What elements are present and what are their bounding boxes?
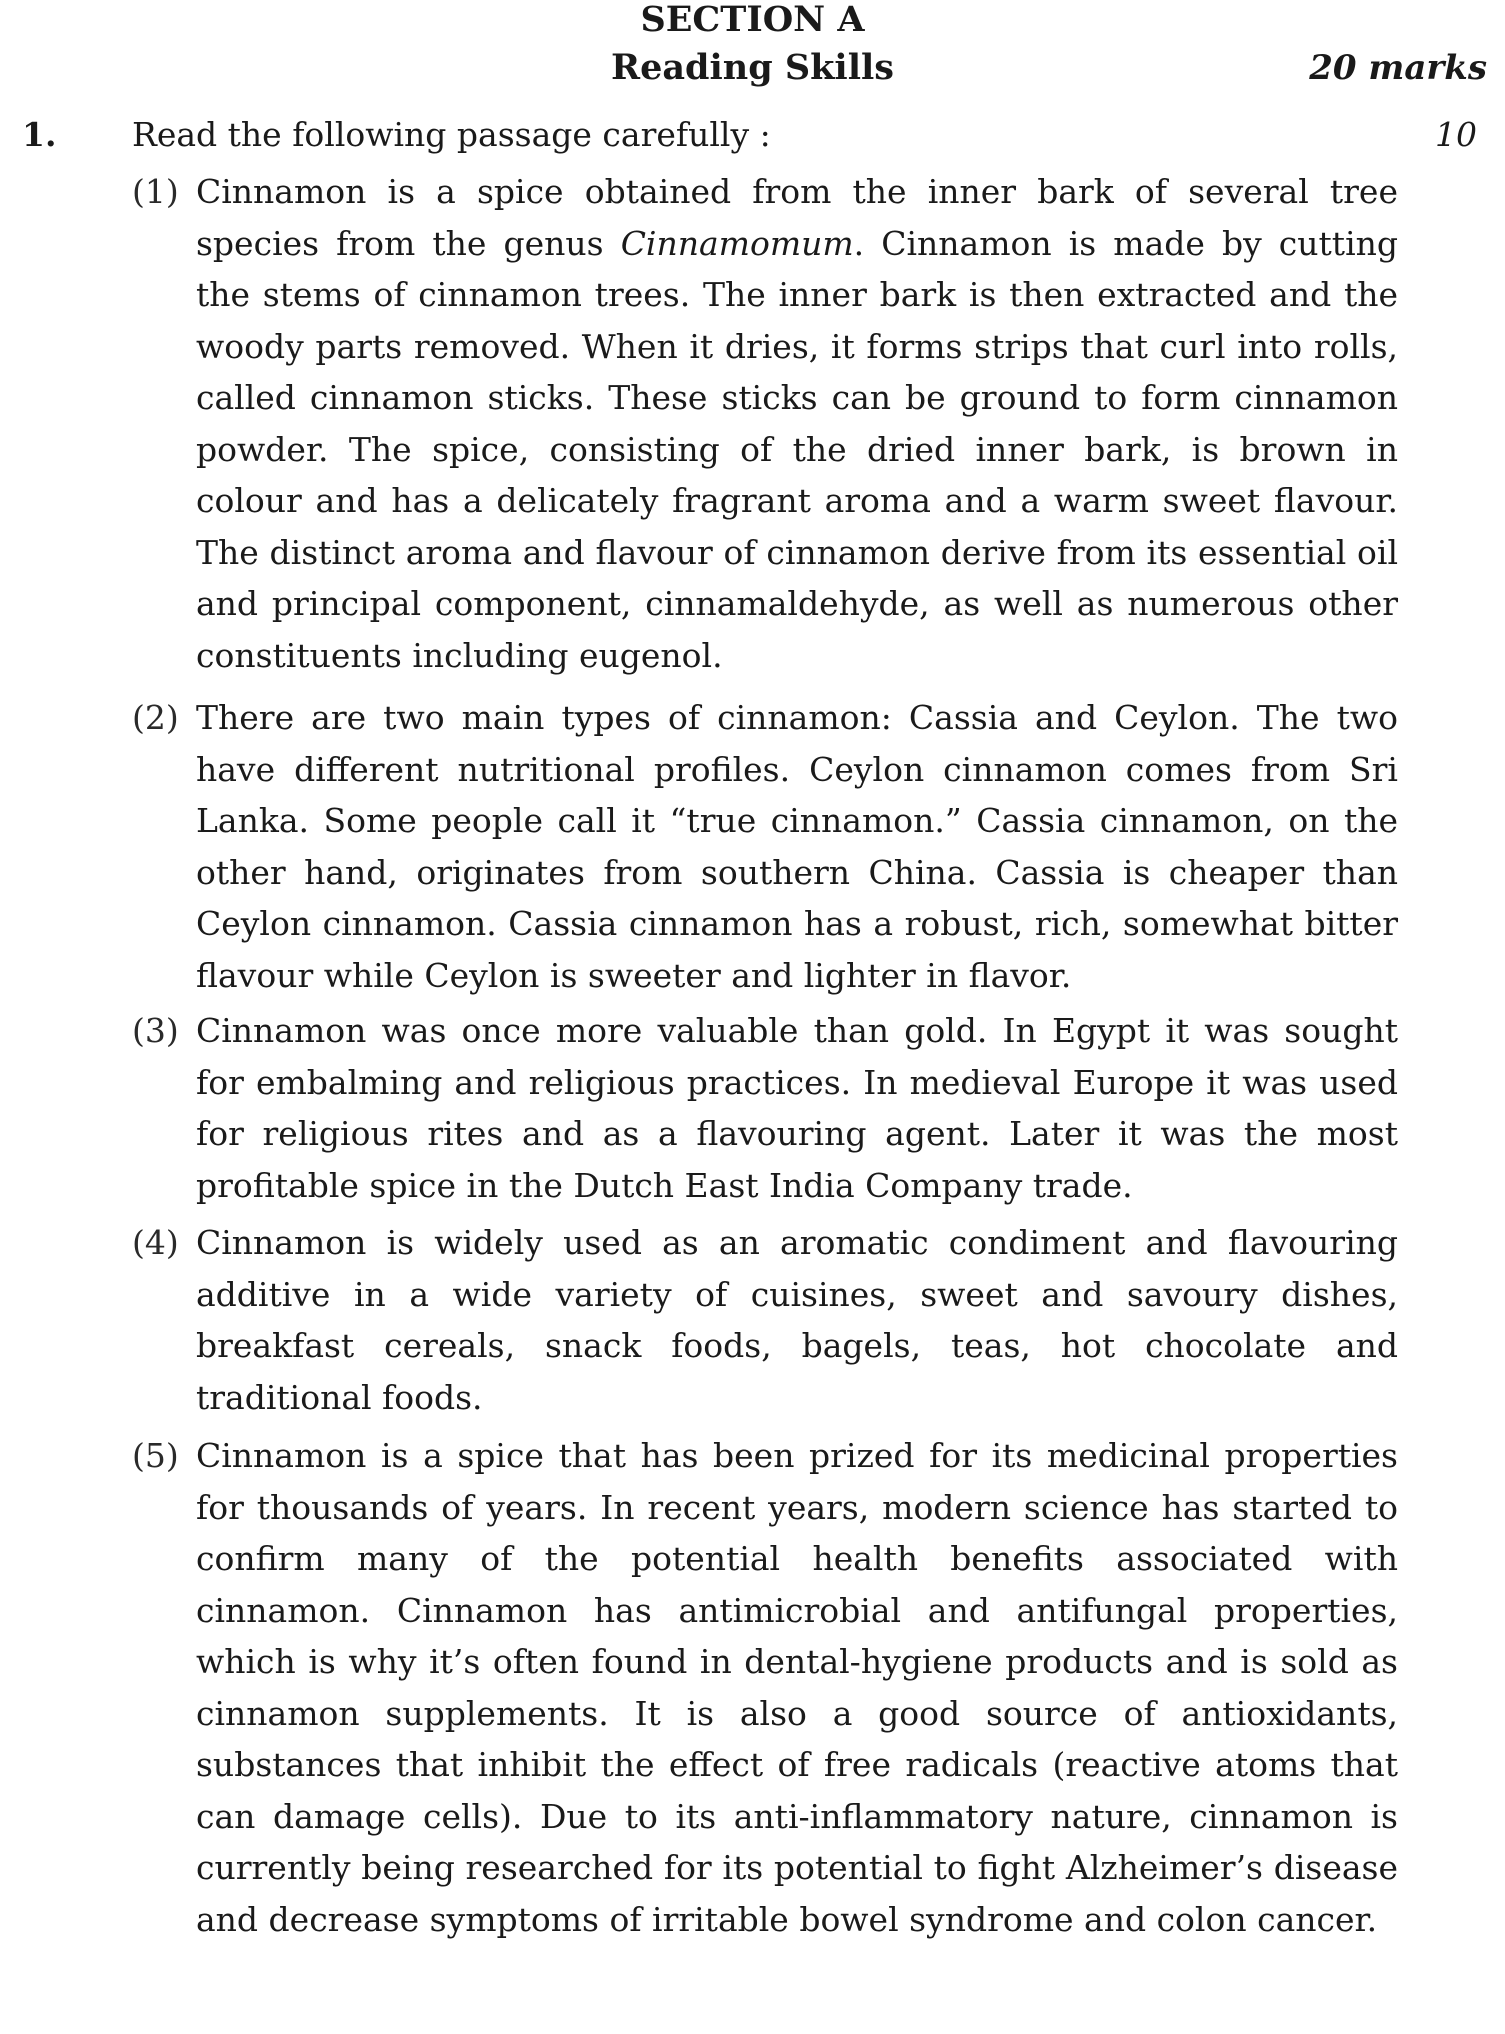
genus-name: Cinnamomum [620,223,854,263]
paragraph-text: Cinnamon is a spice obtained from the inner bark of several tree species from the genus Cinnamomum. Cinnamon is made by cutting the stems of cinnamon trees. The inner bark is then extracted and the woody parts removed. When it dries, it forms strips that curl into rolls, called cinnamon sticks. These sticks can be ground to form cinnamon powder. The spice, consisting of the dried inner bark, is brown in colour and has a delicately fragrant aroma and a warm sweet flavour. The distinct aroma and flavour of cinnamon derive from its essential oil and principal component, cinnamaldehyde, as well as numerous other constituents including eugenol. [196,172,1399,675]
question-instruction: Read the following passage carefully : [132,115,771,154]
question-marks: 10 [1435,115,1477,154]
passage-paragraph-4 [132,1217,1398,1423]
passage-paragraph-1 [132,166,1398,681]
passage-paragraph-3 [132,1005,1398,1211]
passage-paragraph-5 [132,1430,1398,1945]
paragraph-text: Cinnamon is widely used as an aromatic condiment and flavouring additive in a wide variety of cuisines, sweet and savoury dishes, breakfast cereals, snack foods, bagels, teas, hot chocolate and traditional foods. [196,1223,1398,1417]
section-marks: 20 marks [1309,48,1487,88]
paragraph-number: (4) [132,1223,179,1262]
paragraph-text: Cinnamon was once more valuable than gold. In Egypt it was sought for embalming and religious practices. In medieval Europe it was used for religious rites and as a flavouring agent. Later it was the most profitable spice in the Dutch East India Company trade. [196,1011,1398,1205]
section-subtitle: Reading Skills [610,47,895,88]
passage-paragraph-2 [132,692,1398,1001]
section-title: SECTION A [640,0,865,40]
paragraph-number: (2) [132,698,179,737]
paragraph-number: (5) [132,1436,179,1475]
paragraph-number: (1) [132,172,179,211]
paragraph-text: There are two main types of cinnamon: Cassia and Ceylon. The two have different nutritional profiles. Ceylon cinnamon comes from Sri Lanka. Some people call it “true cinnamon.” Cassia cinnamon, on the other hand, originates from southern China. Cassia is cheaper than Ceylon cinnamon. Cassia cinnamon has a robust, rich, somewhat bitter flavour while Ceylon is sweeter and lighter in flavor. [196,698,1398,995]
question-number: 1. [22,115,57,154]
paragraph-number: (3) [132,1011,179,1050]
paragraph-text: Cinnamon is a spice that has been prized for its medicinal properties for thousands of years. In recent years, modern science has started to confirm many of the potential health benefits associated with cinnamon. Cinnamon has antimicrobial and antifungal properties, which is why it’s often found in dental-hygiene products and is sold as cinnamon supplements. It is also a good source of antioxidants, substances that inhibit the effect of free radicals (reactive atoms that can damage cells). Due to its anti-inflammatory nature, cinnamon is currently being researched for its potential to fight Alzheimer’s disease and decrease symptoms of irritable bowel syndrome and colon cancer. [196,1436,1398,1939]
